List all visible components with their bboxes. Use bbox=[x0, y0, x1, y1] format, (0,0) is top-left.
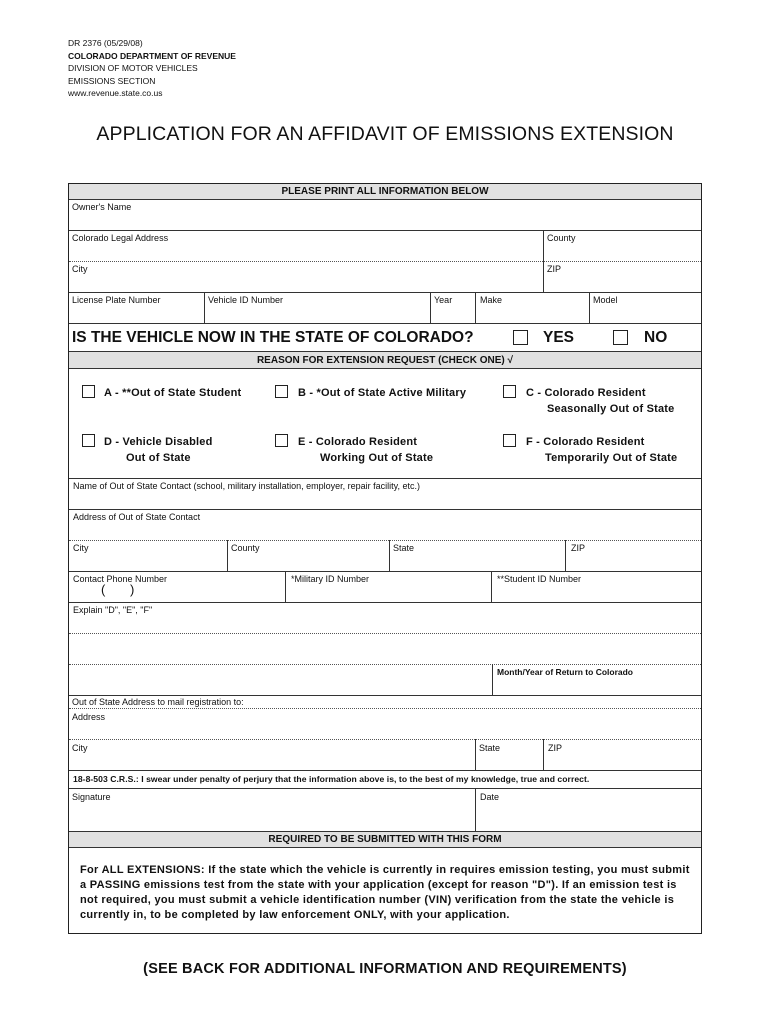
signature-field[interactable] bbox=[69, 789, 474, 831]
yes-checkbox[interactable] bbox=[513, 330, 528, 345]
explain-label: Explain "D", "E", "F" bbox=[73, 605, 153, 615]
contact-city-label: City bbox=[73, 543, 89, 553]
student-id-field[interactable] bbox=[492, 572, 701, 602]
legal-address-label: Colorado Legal Address bbox=[72, 233, 169, 243]
zip-field[interactable] bbox=[544, 262, 701, 292]
city-label: City bbox=[72, 264, 88, 274]
owners-name-label: Owner's Name bbox=[72, 202, 132, 212]
reason-b-checkbox[interactable] bbox=[275, 385, 288, 398]
mail-state-label: State bbox=[479, 743, 501, 753]
no-checkbox[interactable] bbox=[613, 330, 628, 345]
reason-f-checkbox[interactable] bbox=[503, 434, 516, 447]
reason-c-checkbox[interactable] bbox=[503, 385, 516, 398]
mail-address-field[interactable] bbox=[69, 709, 701, 739]
contact-address-field[interactable] bbox=[69, 510, 701, 540]
no-label: NO bbox=[644, 329, 668, 346]
reason-d-line2: Out of State bbox=[126, 452, 191, 464]
form-header bbox=[68, 37, 236, 100]
city-field[interactable] bbox=[69, 262, 542, 292]
in-state-question: IS THE VEHICLE NOW IN THE STATE OF COLORADO? bbox=[72, 329, 474, 346]
contact-name-label: Name of Out of State Contact (school, military installation, employer, repair facility, etc.) bbox=[73, 481, 420, 491]
reason-c-line1: C - Colorado Resident bbox=[526, 387, 646, 399]
reason-b-label: B - *Out of State Active Military bbox=[298, 387, 467, 399]
contact-phone-field[interactable] bbox=[69, 572, 284, 602]
required-instructions: For ALL EXTENSIONS: If the state which the vehicle is currently in requires emission testing, you must submit a PASSING emissions test from the state with your application (except for reason "D"). If an emission test is not required, you must submit a vehicle identification number (VIN) verification from the state the vehicle is currently in, to be completed by law enforcement ONLY, with your application. bbox=[80, 864, 690, 921]
print-instructions-band: PLEASE PRINT ALL INFORMATION BELOW bbox=[69, 184, 701, 199]
military-id-label: *Military ID Number bbox=[291, 574, 370, 584]
reason-e-checkbox[interactable] bbox=[275, 434, 288, 447]
phone-paren-close: ) bbox=[130, 582, 135, 597]
phone-paren-open: ( bbox=[101, 582, 106, 597]
contact-state-label: State bbox=[393, 543, 415, 553]
division-name: DIVISION OF MOTOR VEHICLES bbox=[68, 63, 198, 73]
contact-zip-field[interactable] bbox=[566, 541, 701, 571]
vehicle-id-label: Vehicle ID Number bbox=[208, 295, 284, 305]
return-date-field[interactable] bbox=[493, 665, 701, 695]
contact-name-field[interactable] bbox=[69, 479, 701, 509]
footer-note: (SEE BACK FOR ADDITIONAL INFORMATION AND REQUIREMENTS) bbox=[143, 961, 627, 977]
reason-e-line1: E - Colorado Resident bbox=[298, 436, 418, 448]
mail-address-label: Address bbox=[72, 712, 106, 722]
perjury-statement: 18-8-503 C.R.S.: I swear under penalty of perjury that the information above is, to the best of my knowledge, true and correct. bbox=[73, 774, 590, 784]
required-band: REQUIRED TO BE SUBMITTED WITH THIS FORM bbox=[69, 832, 701, 847]
signature-label: Signature bbox=[72, 792, 111, 802]
mail-address-heading: Out of State Address to mail registration to: bbox=[72, 697, 244, 707]
contact-city-field[interactable] bbox=[69, 541, 226, 571]
date-field[interactable] bbox=[476, 789, 701, 831]
contact-county-label: County bbox=[231, 543, 260, 553]
owners-name-field[interactable] bbox=[69, 200, 701, 229]
make-field[interactable] bbox=[476, 293, 588, 323]
reason-band: REASON FOR EXTENSION REQUEST (CHECK ONE) √ bbox=[69, 352, 701, 368]
county-label: County bbox=[547, 233, 576, 243]
mail-zip-field[interactable] bbox=[544, 740, 701, 770]
date-label: Date bbox=[480, 792, 500, 802]
year-field[interactable] bbox=[431, 293, 474, 323]
mail-city-field[interactable] bbox=[69, 740, 474, 770]
year-label: Year bbox=[434, 295, 453, 305]
form-number: DR 2376 (05/29/08) bbox=[68, 38, 143, 48]
reason-a-checkbox[interactable] bbox=[82, 385, 95, 398]
reason-d-label bbox=[104, 434, 213, 466]
contact-state-field[interactable] bbox=[390, 541, 564, 571]
model-field[interactable] bbox=[590, 293, 701, 323]
contact-county-field[interactable] bbox=[228, 541, 388, 571]
return-date-label: Month/Year of Return to Colorado bbox=[497, 667, 633, 677]
mail-city-label: City bbox=[72, 743, 88, 753]
mail-state-field[interactable] bbox=[476, 740, 542, 770]
reason-e-line2: Working Out of State bbox=[320, 452, 434, 464]
reason-f-label bbox=[526, 434, 677, 466]
contact-phone-label: Contact Phone Number bbox=[73, 574, 168, 584]
contact-address-label: Address of Out of State Contact bbox=[73, 512, 201, 522]
website: www.revenue.state.co.us bbox=[68, 88, 163, 98]
reason-a-label: A - **Out of State Student bbox=[104, 387, 242, 399]
military-id-field[interactable] bbox=[286, 572, 490, 602]
county-field[interactable] bbox=[544, 231, 701, 261]
application-form bbox=[68, 183, 702, 934]
license-plate-label: License Plate Number bbox=[72, 295, 161, 305]
student-id-label: **Student ID Number bbox=[497, 574, 582, 584]
contact-zip-label: ZIP bbox=[571, 543, 586, 553]
section-name: EMISSIONS SECTION bbox=[68, 75, 156, 86]
make-label: Make bbox=[480, 295, 503, 305]
reason-d-checkbox[interactable] bbox=[82, 434, 95, 447]
license-plate-field[interactable] bbox=[69, 293, 203, 323]
zip-label: ZIP bbox=[547, 264, 562, 274]
reason-f-line2: Temporarily Out of State bbox=[545, 452, 678, 464]
yes-label: YES bbox=[543, 329, 575, 346]
model-label: Model bbox=[593, 295, 618, 305]
reason-f-line1: F - Colorado Resident bbox=[526, 436, 645, 448]
reason-e-label bbox=[298, 434, 433, 466]
mail-zip-label: ZIP bbox=[548, 743, 563, 753]
reason-d-line1: D - Vehicle Disabled bbox=[104, 436, 213, 448]
page-title: APPLICATION FOR AN AFFIDAVIT OF EMISSIONS EXTENSION bbox=[96, 123, 674, 145]
vehicle-id-field[interactable] bbox=[205, 293, 429, 323]
department-name: COLORADO DEPARTMENT OF REVENUE bbox=[68, 50, 236, 61]
reason-c-line2: Seasonally Out of State bbox=[547, 403, 675, 415]
legal-address-field[interactable] bbox=[69, 231, 542, 261]
reason-c-label bbox=[526, 385, 674, 417]
